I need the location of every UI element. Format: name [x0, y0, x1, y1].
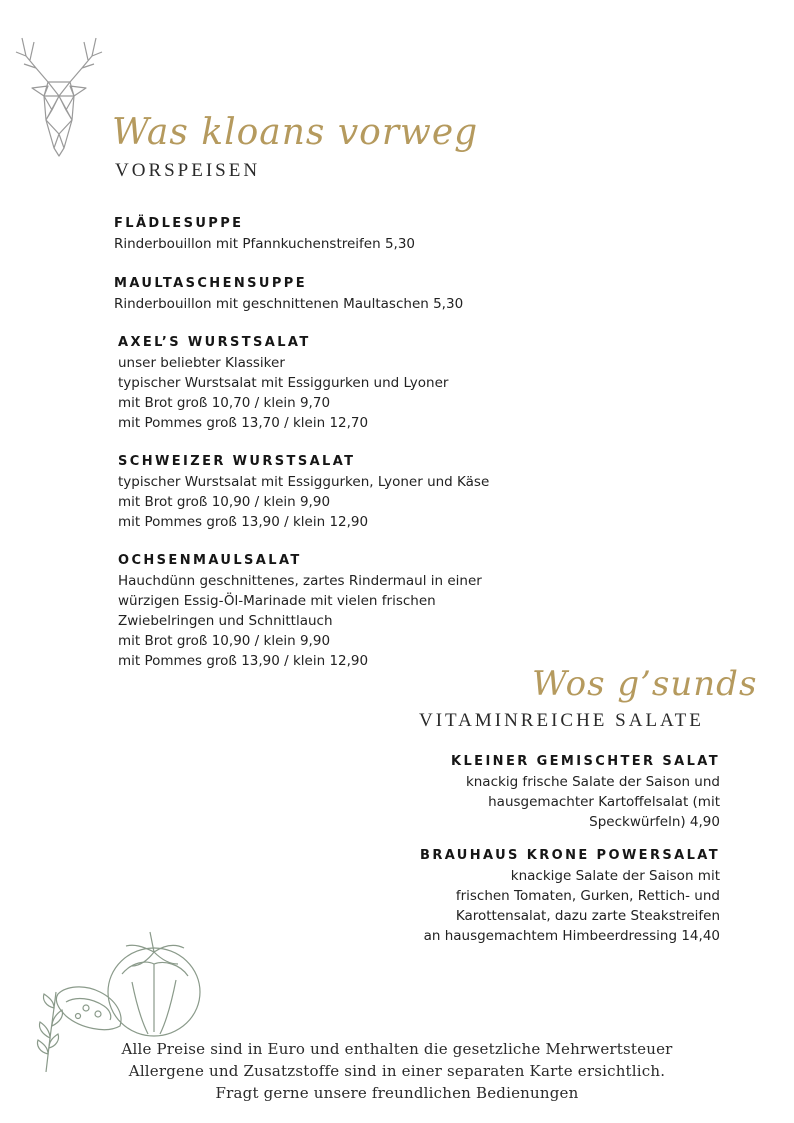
item-description: würzigen Essig-Öl-Marinade mit vielen frischen	[118, 593, 436, 609]
item-price: mit Pommes groß 13,90 / klein 12,90	[118, 514, 369, 530]
item-name: OCHSENMAULSALAT	[118, 553, 302, 568]
item-description: knackig frische Salate der Saison und	[465, 774, 720, 790]
menu-item	[118, 551, 482, 671]
salads-script-heading: Wos g’sunds	[532, 664, 758, 704]
item-price: mit Brot groß 10,90 / klein 9,90	[118, 494, 331, 510]
item-description: hausgemachter Kartoffelsalat (mit	[488, 794, 720, 810]
item-description: Karottensalat, dazu zarte Steakstreifen	[455, 908, 720, 924]
item-price: mit Pommes groß 13,70 / klein 12,70	[118, 415, 369, 431]
item-name: MAULTASCHENSUPPE	[114, 276, 308, 291]
item-name: BRAUHAUS KRONE POWERSALAT	[420, 848, 720, 863]
item-name: AXEL’S WURSTSALAT	[118, 335, 311, 350]
item-price: mit Brot groß 10,70 / klein 9,70	[118, 395, 331, 411]
item-description: Hauchdünn geschnittenes, zartes Rindermaul in einer	[118, 573, 482, 589]
item-description: Zwiebelringen und Schnittlauch	[118, 613, 333, 629]
item-name: KLEINER GEMISCHTER SALAT	[451, 754, 720, 769]
item-description: frischen Tomaten, Gurken, Rettich- und	[455, 888, 720, 904]
footer-price-note: Alle Preise sind in Euro und enthalten die gesetzliche Mehrwertsteuer	[121, 1040, 673, 1058]
menu-item	[118, 452, 489, 532]
menu-item	[420, 846, 720, 946]
item-price: Speckwürfeln) 4,90	[589, 814, 720, 830]
item-price: mit Brot groß 10,90 / klein 9,90	[118, 633, 331, 649]
item-description: knackige Salate der Saison mit	[510, 868, 720, 884]
item-name: FLÄDLESUPPE	[114, 216, 244, 231]
item-name: SCHWEIZER WURSTSALAT	[118, 454, 356, 469]
menu-item	[451, 752, 720, 832]
menu-item	[118, 333, 448, 433]
item-description: typischer Wurstsalat mit Essiggurken, Lyoner und Käse	[118, 474, 490, 490]
footer-service-note: Fragt gerne unsere freundlichen Bedienungen	[215, 1084, 579, 1102]
deer-head-icon	[14, 24, 104, 164]
starters-script-heading: Was kloans vorweg	[112, 112, 479, 153]
item-description: Rinderbouillon mit Pfannkuchenstreifen 5,30	[114, 236, 416, 252]
menu-item	[114, 274, 463, 314]
starters-section-title: VORSPEISEN	[115, 160, 261, 181]
item-price: mit Pommes groß 13,90 / klein 12,90	[118, 653, 369, 669]
menu-item	[114, 214, 415, 254]
item-price: an hausgemachtem Himbeerdressing 14,40	[423, 928, 720, 944]
item-description: typischer Wurstsalat mit Essiggurken und Lyoner	[118, 375, 449, 391]
item-description: Rinderbouillon mit geschnittenen Maultaschen 5,30	[114, 296, 464, 312]
salads-section-title: VITAMINREICHE SALATE	[419, 710, 704, 731]
item-description: unser beliebter Klassiker	[118, 355, 285, 371]
footer-allergen-note: Allergene und Zusatzstoffe sind in einer separaten Karte ersichtlich.	[128, 1062, 666, 1080]
